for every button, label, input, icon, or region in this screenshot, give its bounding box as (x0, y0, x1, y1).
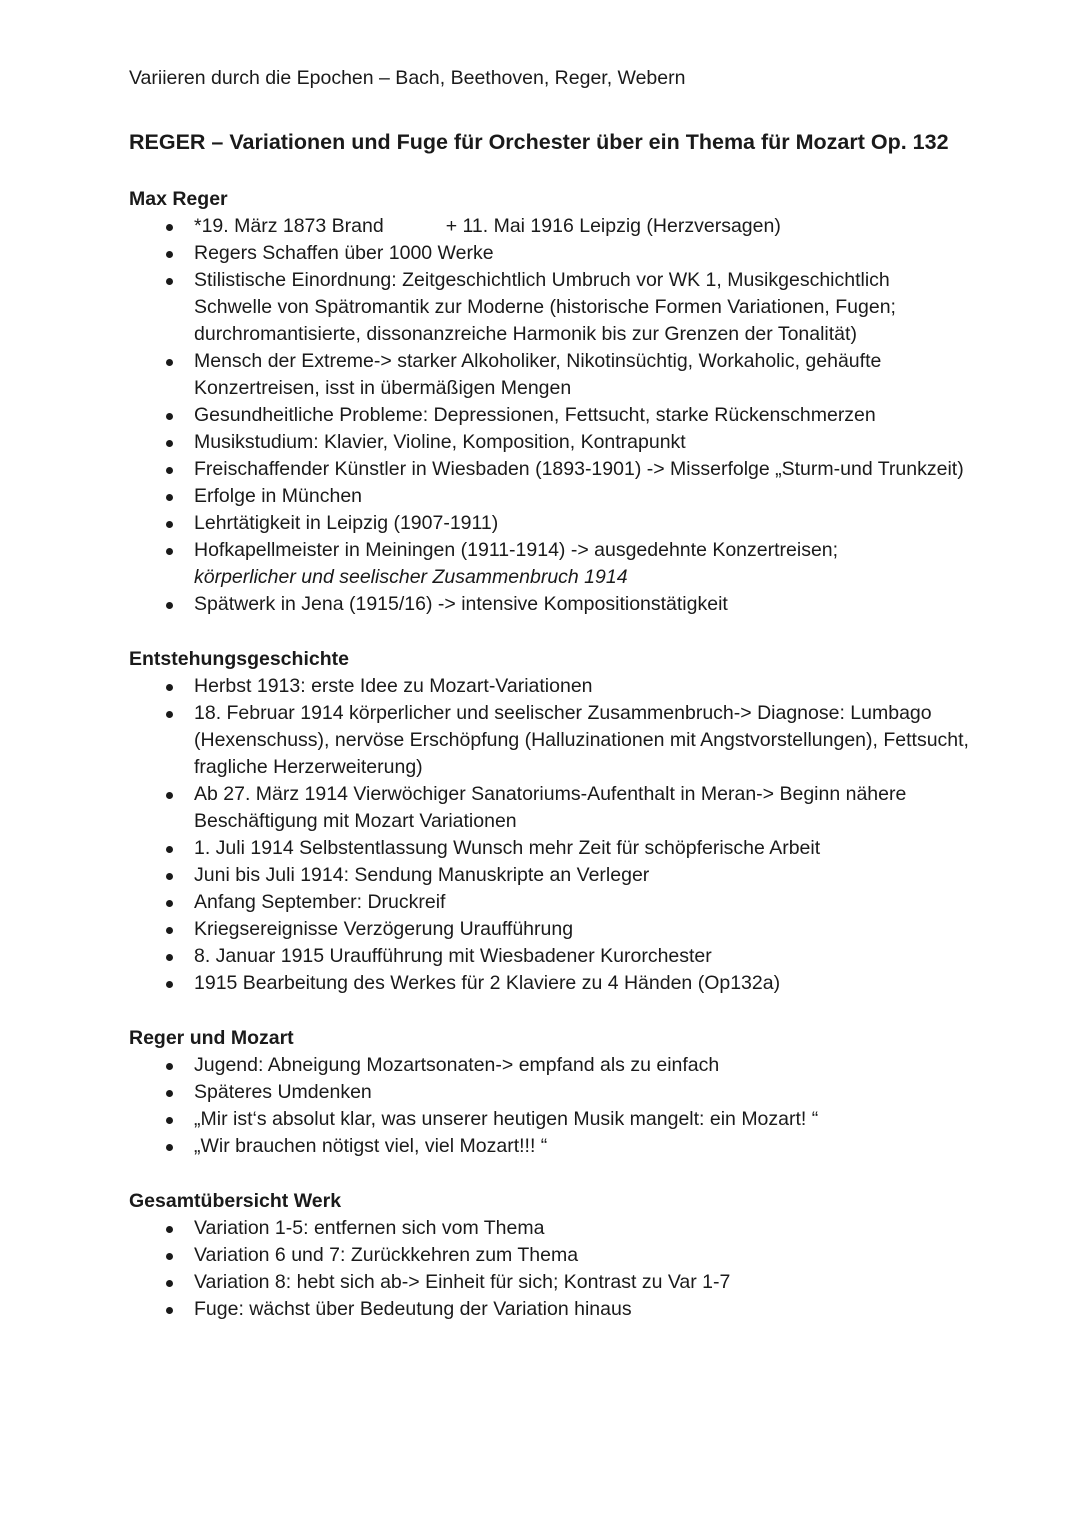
list-item: Mensch der Extreme-> starker Alkoholiker, Nikotinsüchtig, Workaholic, gehäufte Konzertreisen, isst in übermäßigen Mengen (129, 348, 969, 402)
death-date: + 11. Mai 1916 Leipzig (Herzversagen) (445, 215, 781, 237)
list-item: Variation 6 und 7: Zurückkehren zum Thema (129, 1242, 969, 1269)
list-item: Späteres Umdenken (129, 1079, 969, 1106)
section-entstehungsgeschichte (129, 645, 969, 997)
section-max-reger (129, 185, 969, 618)
list-item: Variation 1-5: entfernen sich vom Thema (129, 1215, 969, 1242)
section-heading: Entstehungsgeschichte (129, 648, 349, 670)
document-page (129, 62, 969, 1323)
list-item: Erfolge in München (129, 483, 969, 510)
list-item: „Wir brauchen nötigst viel, viel Mozart!!! “ (129, 1133, 969, 1160)
list-item: Spätwerk in Jena (1915/16) -> intensive Kompositionstätigkeit (129, 591, 969, 618)
list-item: Anfang September: Druckreif (129, 889, 969, 916)
list-item: 1. Juli 1914 Selbstentlassung Wunsch mehr Zeit für schöpferische Arbeit (129, 835, 969, 862)
list-item: Ab 27. März 1914 Vierwöchiger Sanatoriums-Aufenthalt in Meran-> Beginn nähere Beschäftigung mit Mozart Variationen (129, 781, 969, 835)
list-item: „Mir ist‘s absolut klar, was unserer heutigen Musik mangelt: ein Mozart! “ (129, 1106, 969, 1133)
birth-date: *19. März 1873 Brand (194, 215, 384, 237)
list-item: Herbst 1913: erste Idee zu Mozart-Variationen (129, 673, 969, 700)
bullet-list (129, 1052, 969, 1160)
list-item: Jugend: Abneigung Mozartsonaten-> empfand als zu einfach (129, 1052, 969, 1079)
list-item: 1915 Bearbeitung des Werkes für 2 Klaviere zu 4 Händen (Op132a) (129, 970, 969, 997)
list-item: 18. Februar 1914 körperlicher und seelischer Zusammenbruch-> Diagnose: Lumbago (Hexenschuss), nervöse Erschöpfung (Halluzinationen mit Angstvorstellungen), Fettsucht, fragliche Herzerweiterung) (129, 700, 969, 781)
section-reger-und-mozart (129, 1024, 969, 1160)
list-item: Variation 8: hebt sich ab-> Einheit für sich; Kontrast zu Var 1-7 (129, 1269, 969, 1296)
list-item (129, 213, 969, 240)
section-heading: Reger und Mozart (129, 1027, 294, 1049)
list-item: Stilistische Einordnung: Zeitgeschichtlich Umbruch vor WK 1, Musikgeschichtlich Schwelle von Spätromantik zur Moderne (historische Formen Variationen, Fugen; durchromantisierte, dissonanzreiche Harmonik bis zur Grenzen der Tonalität) (129, 267, 969, 348)
section-gesamtuebersicht-werk (129, 1187, 969, 1323)
section-heading: Max Reger (129, 188, 228, 210)
bullet-list (129, 1215, 969, 1323)
bullet-list (129, 213, 969, 618)
list-item: Freischaffender Künstler in Wiesbaden (1893-1901) -> Misserfolge „Sturm-und Trunkzeit) (129, 456, 969, 483)
list-item: Juni bis Juli 1914: Sendung Manuskripte an Verleger (129, 862, 969, 889)
list-item: 8. Januar 1915 Uraufführung mit Wiesbadener Kurorchester (129, 943, 969, 970)
list-item-italic-text: körperlicher und seelischer Zusammenbruch 1914 (194, 566, 628, 588)
list-item: Lehrtätigkeit in Leipzig (1907-1911) (129, 510, 969, 537)
list-item: Fuge: wächst über Bedeutung der Variation hinaus (129, 1296, 969, 1323)
section-heading: Gesamtübersicht Werk (129, 1190, 342, 1212)
list-item (129, 537, 969, 591)
list-item: Musikstudium: Klavier, Violine, Komposition, Kontrapunkt (129, 429, 969, 456)
list-item: Kriegsereignisse Verzögerung Uraufführung (129, 916, 969, 943)
list-item-text: Hofkapellmeister in Meiningen (1911-1914) -> ausgedehnte Konzertreisen; (194, 539, 839, 561)
list-item: Regers Schaffen über 1000 Werke (129, 240, 969, 267)
bullet-list (129, 673, 969, 997)
running-header: Variieren durch die Epochen – Bach, Beethoven, Reger, Webern (129, 67, 686, 89)
document-title: REGER – Variationen und Fuge für Orchester über ein Thema für Mozart Op. 132 (129, 130, 949, 154)
list-item: Gesundheitliche Probleme: Depressionen, Fettsucht, starke Rückenschmerzen (129, 402, 969, 429)
